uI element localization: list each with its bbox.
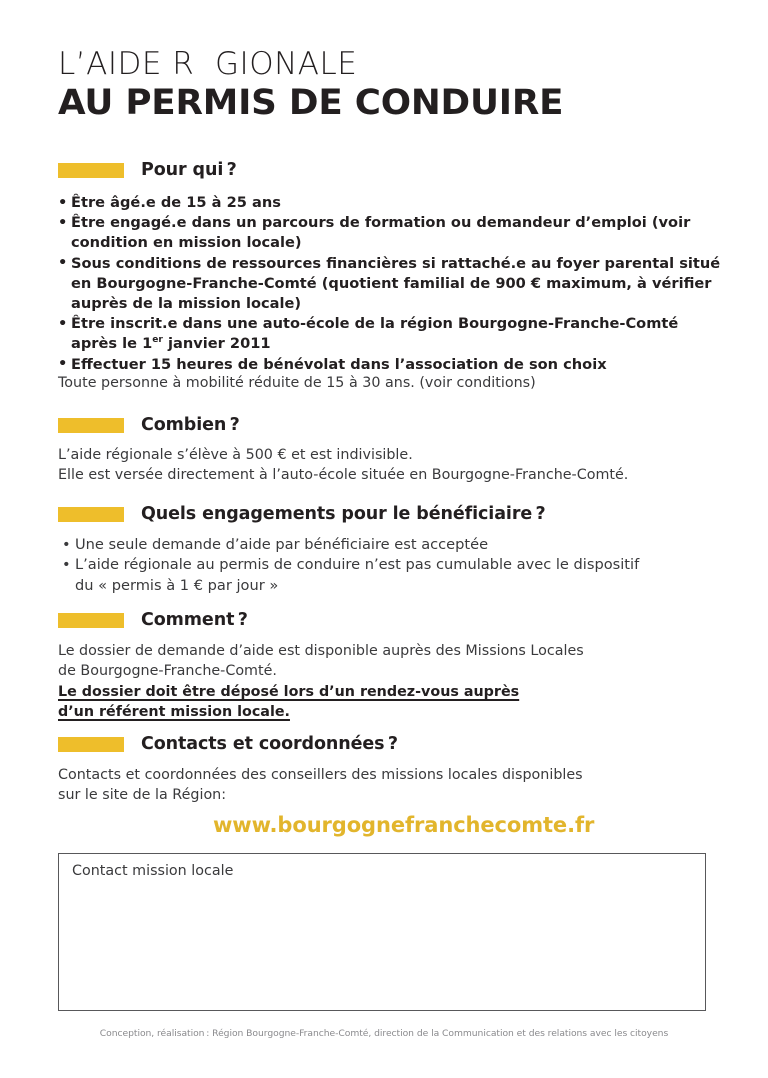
list-item: • Être âgé.e de 15 à 25 ans xyxy=(58,193,722,213)
bullet-list xyxy=(58,193,722,375)
pour-qui-note: Toute personne à mobilité réduite de 15 à 30 ans. (voir conditions) xyxy=(58,375,536,391)
comment-emphasis xyxy=(58,682,718,722)
contacts-line: Contacts et coordonnées des conseillers des missions locales disponibles xyxy=(58,767,583,783)
yellow-bar-icon xyxy=(58,737,124,752)
section-heading-contacts xyxy=(58,734,718,754)
list-item: • L’aide régionale au permis de conduire n’est pas cumulable avec le dispositif du « permis à 1 € par jour » xyxy=(62,555,662,596)
section-title-text: Comment ? xyxy=(141,610,248,630)
section-title-text: Quels engagements pour le bénéficiaire ? xyxy=(141,504,546,524)
bullet-list xyxy=(62,535,662,596)
comment-emphasis-line: Le dossier doit être déposé lors d’un rendez-vous auprès xyxy=(58,684,520,701)
combien-line: Elle est versée directement à l’auto-école située en Bourgogne-Franche-Comté. xyxy=(58,467,629,484)
comment-line: de Bourgogne-Franche-Comté. xyxy=(58,663,277,680)
combien-line: L’aide régionale s’élève à 500 € et est indivisible. xyxy=(58,447,413,463)
comment-body xyxy=(58,641,718,722)
list-item-inscrit-post: janvier 2011 xyxy=(162,335,271,353)
contact-box-label: Contact mission locale xyxy=(72,863,234,879)
section-heading-comment xyxy=(58,610,718,630)
comment-line: Le dossier de demande d’aide est disponible auprès des Missions Locales xyxy=(58,643,584,659)
section-heading-engagements xyxy=(58,504,718,524)
section-heading-combien xyxy=(58,415,718,435)
section-heading-pour-qui xyxy=(58,160,718,180)
region-website-link[interactable]: www.bourgognefranchecomte.fr xyxy=(213,813,595,837)
section-combien xyxy=(58,415,718,435)
page-title-line-2: AU PERMIS DE CONDUIRE xyxy=(58,82,564,123)
list-item: • Sous conditions de ressources financières si rattaché.e au foyer parental situé en Bourgogne-Franche-Comté (quotient familial de 900 € maximum, à vérifier auprès de la mission locale) xyxy=(58,254,722,315)
footer-credit: Conception, réalisation : Région Bourgogne-Franche-Comté, direction de la Communication et des relations avec les citoyens xyxy=(99,1028,669,1039)
ordinal-suffix: er xyxy=(152,335,163,346)
section-title-text: Contacts et coordonnées ? xyxy=(141,734,398,754)
contacts-line: sur le site de la Région: xyxy=(58,787,227,804)
section-engagements xyxy=(58,504,718,524)
section-comment xyxy=(58,610,718,630)
list-item-inscrit xyxy=(58,314,722,354)
yellow-bar-icon xyxy=(58,613,124,628)
contacts-body xyxy=(58,765,718,805)
section-pour-qui xyxy=(58,160,718,180)
pour-qui-bullet-list xyxy=(58,193,722,375)
yellow-bar-icon xyxy=(58,418,124,433)
comment-emphasis-line: d’un référent mission locale. xyxy=(58,704,290,721)
yellow-bar-icon xyxy=(58,507,124,522)
page-title-line-1: L’AIDE R GIONALE xyxy=(58,46,358,82)
section-title-text: Pour qui ? xyxy=(141,160,237,180)
engagements-bullet-list xyxy=(62,535,662,596)
section-title-text: Combien ? xyxy=(141,415,240,435)
section-contacts xyxy=(58,734,718,754)
combien-body xyxy=(58,445,718,485)
list-item: • Une seule demande d’aide par bénéficiaire est acceptée xyxy=(62,535,662,555)
list-item: • Effectuer 15 heures de bénévolat dans l’association de son choix xyxy=(58,355,722,375)
list-item: • Être engagé.e dans un parcours de formation ou demandeur d’emploi (voir condition en mission locale) xyxy=(58,213,722,253)
contact-mission-locale-box[interactable] xyxy=(58,853,706,1011)
yellow-bar-icon xyxy=(58,163,124,178)
page-title xyxy=(58,48,718,123)
list-item-inscrit-pre: Être inscrit.e dans une auto-école de la région Bourgogne-Franche-Comté après le 1 xyxy=(71,315,679,353)
